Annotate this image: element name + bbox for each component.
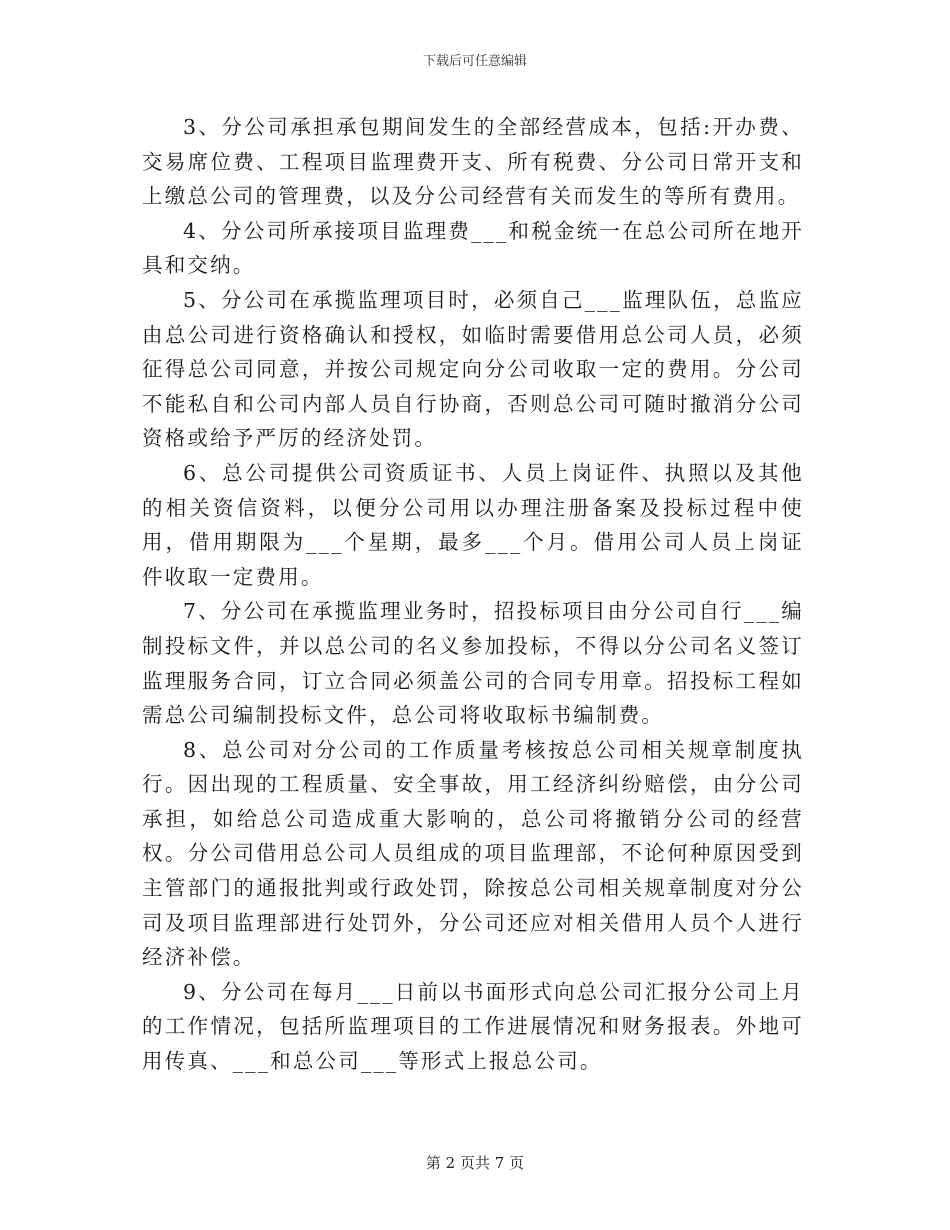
document-body	[142, 110, 804, 1079]
paragraph-7: 7、分公司在承揽监理业务时，招投标项目由分公司自行___编制投标文件，并以总公司的名义参加投标，不得以分公司名义签订监理服务合同，订立合同必须盖公司的合同专用章。招投标工程如需总公司编制投标文件，总公司将收取标书编制费。	[142, 599, 804, 728]
page-header: 下载后可任意编辑	[422, 54, 527, 69]
page-number: 第 2 页共 7 页	[425, 1154, 525, 1172]
paragraph-8: 8、总公司对分公司的工作质量考核按总公司相关规章制度执行。因出现的工程质量、安全事故，用工经济纠纷赔偿，由分公司承担，如给总公司造成重大影响的，总公司将撤销分公司的经营权。分公司借用总公司人员组成的项目监理部，不论何种原因受到主管部门的通报批判或行政处罚，除按总公司相关规章制度对分公司及项目监理部进行处罚外，分公司还应对相关借用人员个人进行经济补偿。	[142, 737, 804, 970]
paragraph-3: 3、分公司承担承包期间发生的全部经营成本，包括:开办费、交易席位费、工程项目监理费开支、所有税费、分公司日常开支和上缴总公司的管理费，以及分公司经营有关而发生的等所有费用。	[142, 115, 804, 209]
paragraph-9: 9、分公司在每月___日前以书面形式向总公司汇报分公司上月的工作情况，包括所监理项目的工作进展情况和财务报表。外地可用传真、___和总公司___等形式上报总公司。	[142, 979, 804, 1074]
paragraph-4: 4、分公司所承接项目监理费___和税金统一在总公司所在地开具和交纳。	[142, 218, 804, 278]
paragraph-6: 6、总公司提供公司资质证书、人员上岗证件、执照以及其他的相关资信资料，以便分公司用以办理注册备案及投标过程中使用，借用期限为___个星期，最多___个月。借用公司人员上岗证件收取一定费用。	[142, 460, 804, 589]
paragraph-5: 5、分公司在承揽监理项目时，必须自己___监理队伍，总监应由总公司进行资格确认和授权，如临时需要借用总公司人员，必须征得总公司同意，并按公司规定向分公司收取一定的费用。分公司不能私自和公司内部人员自行协商，否则总公司可随时撤消分公司资格或给予严厉的经济处罚。	[142, 287, 804, 451]
